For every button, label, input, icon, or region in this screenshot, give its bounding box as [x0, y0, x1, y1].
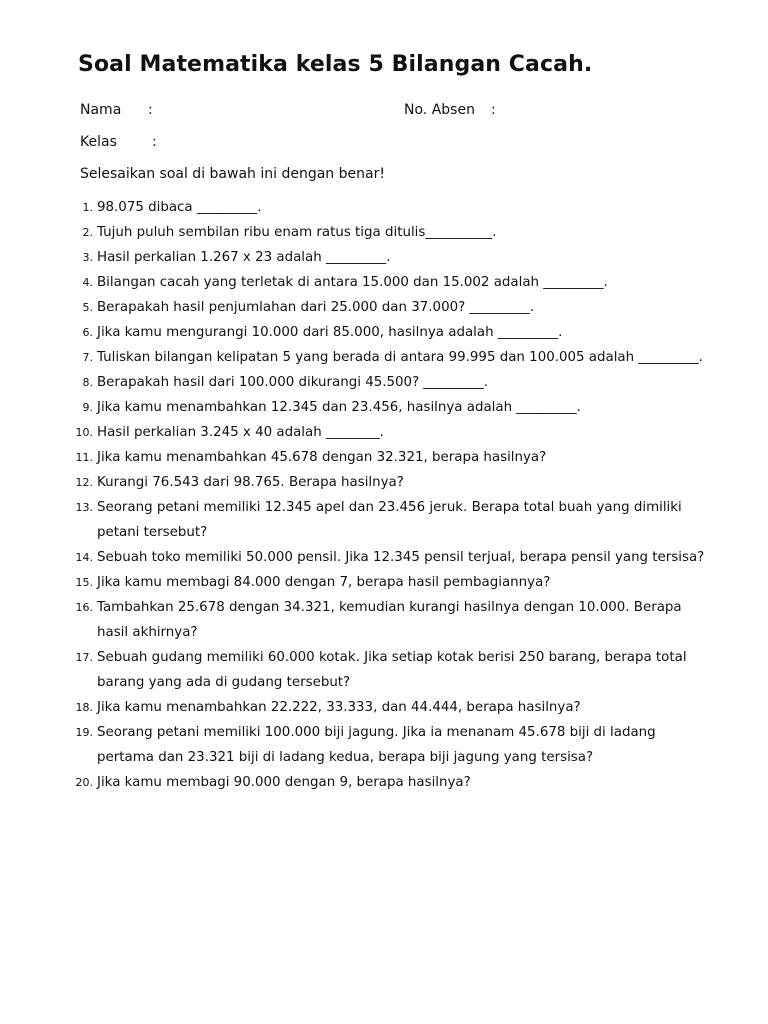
absen-label: No. Absen — [404, 102, 475, 118]
question-number: 18. — [75, 701, 93, 714]
question-number: 6. — [82, 326, 93, 339]
question-text: Hasil perkalian 3.245 x 40 adalah ________. — [97, 425, 384, 440]
question-text: Jika kamu menambahkan 22.222, 33.333, dan 44.444, berapa hasilnya? — [97, 700, 581, 715]
question-number: 11. — [75, 451, 93, 464]
question-number: 10. — [75, 426, 93, 439]
question-item — [0, 245, 768, 270]
question-item — [0, 370, 768, 395]
question-text: Sebuah toko memiliki 50.000 pensil. Jika 12.345 pensil terjual, berapa pensil yang tersisa? — [97, 550, 705, 565]
kelas-colon: : — [152, 134, 157, 150]
question-number: 4. — [82, 276, 93, 289]
question-text: Tujuh puluh sembilan ribu enam ratus tiga ditulis__________. — [97, 225, 497, 240]
kelas-field — [80, 132, 380, 152]
nama-field — [80, 100, 380, 120]
question-number: 14. — [75, 551, 93, 564]
question-item — [0, 470, 768, 495]
question-number: 9. — [82, 401, 93, 414]
question-text: Jika kamu membagi 90.000 dengan 9, berapa hasilnya? — [97, 775, 471, 790]
question-text: Tambahkan 25.678 dengan 34.321, kemudian kurangi hasilnya dengan 10.000. Berapa hasil akhirnya? — [97, 600, 682, 640]
question-text: Jika kamu membagi 84.000 dengan 7, berapa hasil pembagiannya? — [97, 575, 551, 590]
question-number: 1. — [82, 201, 93, 214]
question-item — [0, 345, 768, 370]
kelas-label: Kelas — [80, 134, 117, 150]
question-number: 8. — [82, 376, 93, 389]
question-text: Jika kamu menambahkan 12.345 dan 23.456, hasilnya adalah _________. — [97, 400, 581, 415]
question-number: 12. — [75, 476, 93, 489]
absen-colon: : — [491, 102, 496, 118]
page-title: Soal Matematika kelas 5 Bilangan Cacah. — [78, 52, 593, 77]
question-number: 2. — [82, 226, 93, 239]
question-number: 7. — [82, 351, 93, 364]
question-number: 3. — [82, 251, 93, 264]
question-text: Berapakah hasil dari 100.000 dikurangi 45.500? _________. — [97, 375, 488, 390]
question-item — [0, 595, 768, 645]
question-item — [0, 495, 768, 545]
question-number: 20. — [75, 776, 93, 789]
nama-label: Nama — [80, 102, 122, 118]
question-item — [0, 645, 768, 695]
question-text: Jika kamu menambahkan 45.678 dengan 32.321, berapa hasilnya? — [97, 450, 547, 465]
question-text: Seorang petani memiliki 12.345 apel dan 23.456 jeruk. Berapa total buah yang dimiliki petani tersebut? — [97, 500, 682, 540]
question-item — [0, 545, 768, 570]
question-text: Jika kamu mengurangi 10.000 dari 85.000, hasilnya adalah _________. — [97, 325, 563, 340]
question-number: 16. — [75, 601, 93, 614]
question-item — [0, 220, 768, 245]
question-text: 98.075 dibaca _________. — [97, 200, 262, 215]
question-item — [0, 695, 768, 720]
question-text: Sebuah gudang memiliki 60.000 kotak. Jika setiap kotak berisi 250 barang, berapa total barang yang ada di gudang tersebut? — [97, 650, 687, 690]
question-item — [0, 420, 768, 445]
question-text: Berapakah hasil penjumlahan dari 25.000 dan 37.000? _________. — [97, 300, 534, 315]
question-item — [0, 770, 768, 795]
question-item — [0, 195, 768, 220]
question-item — [0, 570, 768, 595]
question-text: Tuliskan bilangan kelipatan 5 yang berada di antara 99.995 dan 100.005 adalah _________. — [97, 350, 703, 365]
question-item — [0, 270, 768, 295]
question-text: Seorang petani memiliki 100.000 biji jagung. Jika ia menanam 45.678 biji di ladang pertama dan 23.321 biji di ladang kedua, berapa biji jagung yang tersisa? — [97, 725, 656, 765]
question-item — [0, 295, 768, 320]
question-item — [0, 445, 768, 470]
question-text: Kurangi 76.543 dari 98.765. Berapa hasilnya? — [97, 475, 404, 490]
question-item — [0, 395, 768, 420]
instruction-text: Selesaikan soal di bawah ini dengan benar! — [80, 166, 385, 182]
question-number: 17. — [75, 651, 93, 664]
question-item — [0, 320, 768, 345]
question-item — [0, 720, 768, 770]
question-text: Bilangan cacah yang terletak di antara 15.000 dan 15.002 adalah _________. — [97, 275, 608, 290]
nama-colon: : — [148, 102, 153, 118]
question-number: 13. — [75, 501, 93, 514]
question-list — [0, 195, 768, 795]
absen-field — [404, 100, 564, 120]
question-text: Hasil perkalian 1.267 x 23 adalah _________. — [97, 250, 391, 265]
question-number: 19. — [75, 726, 93, 739]
question-number: 5. — [82, 301, 93, 314]
question-number: 15. — [75, 576, 93, 589]
